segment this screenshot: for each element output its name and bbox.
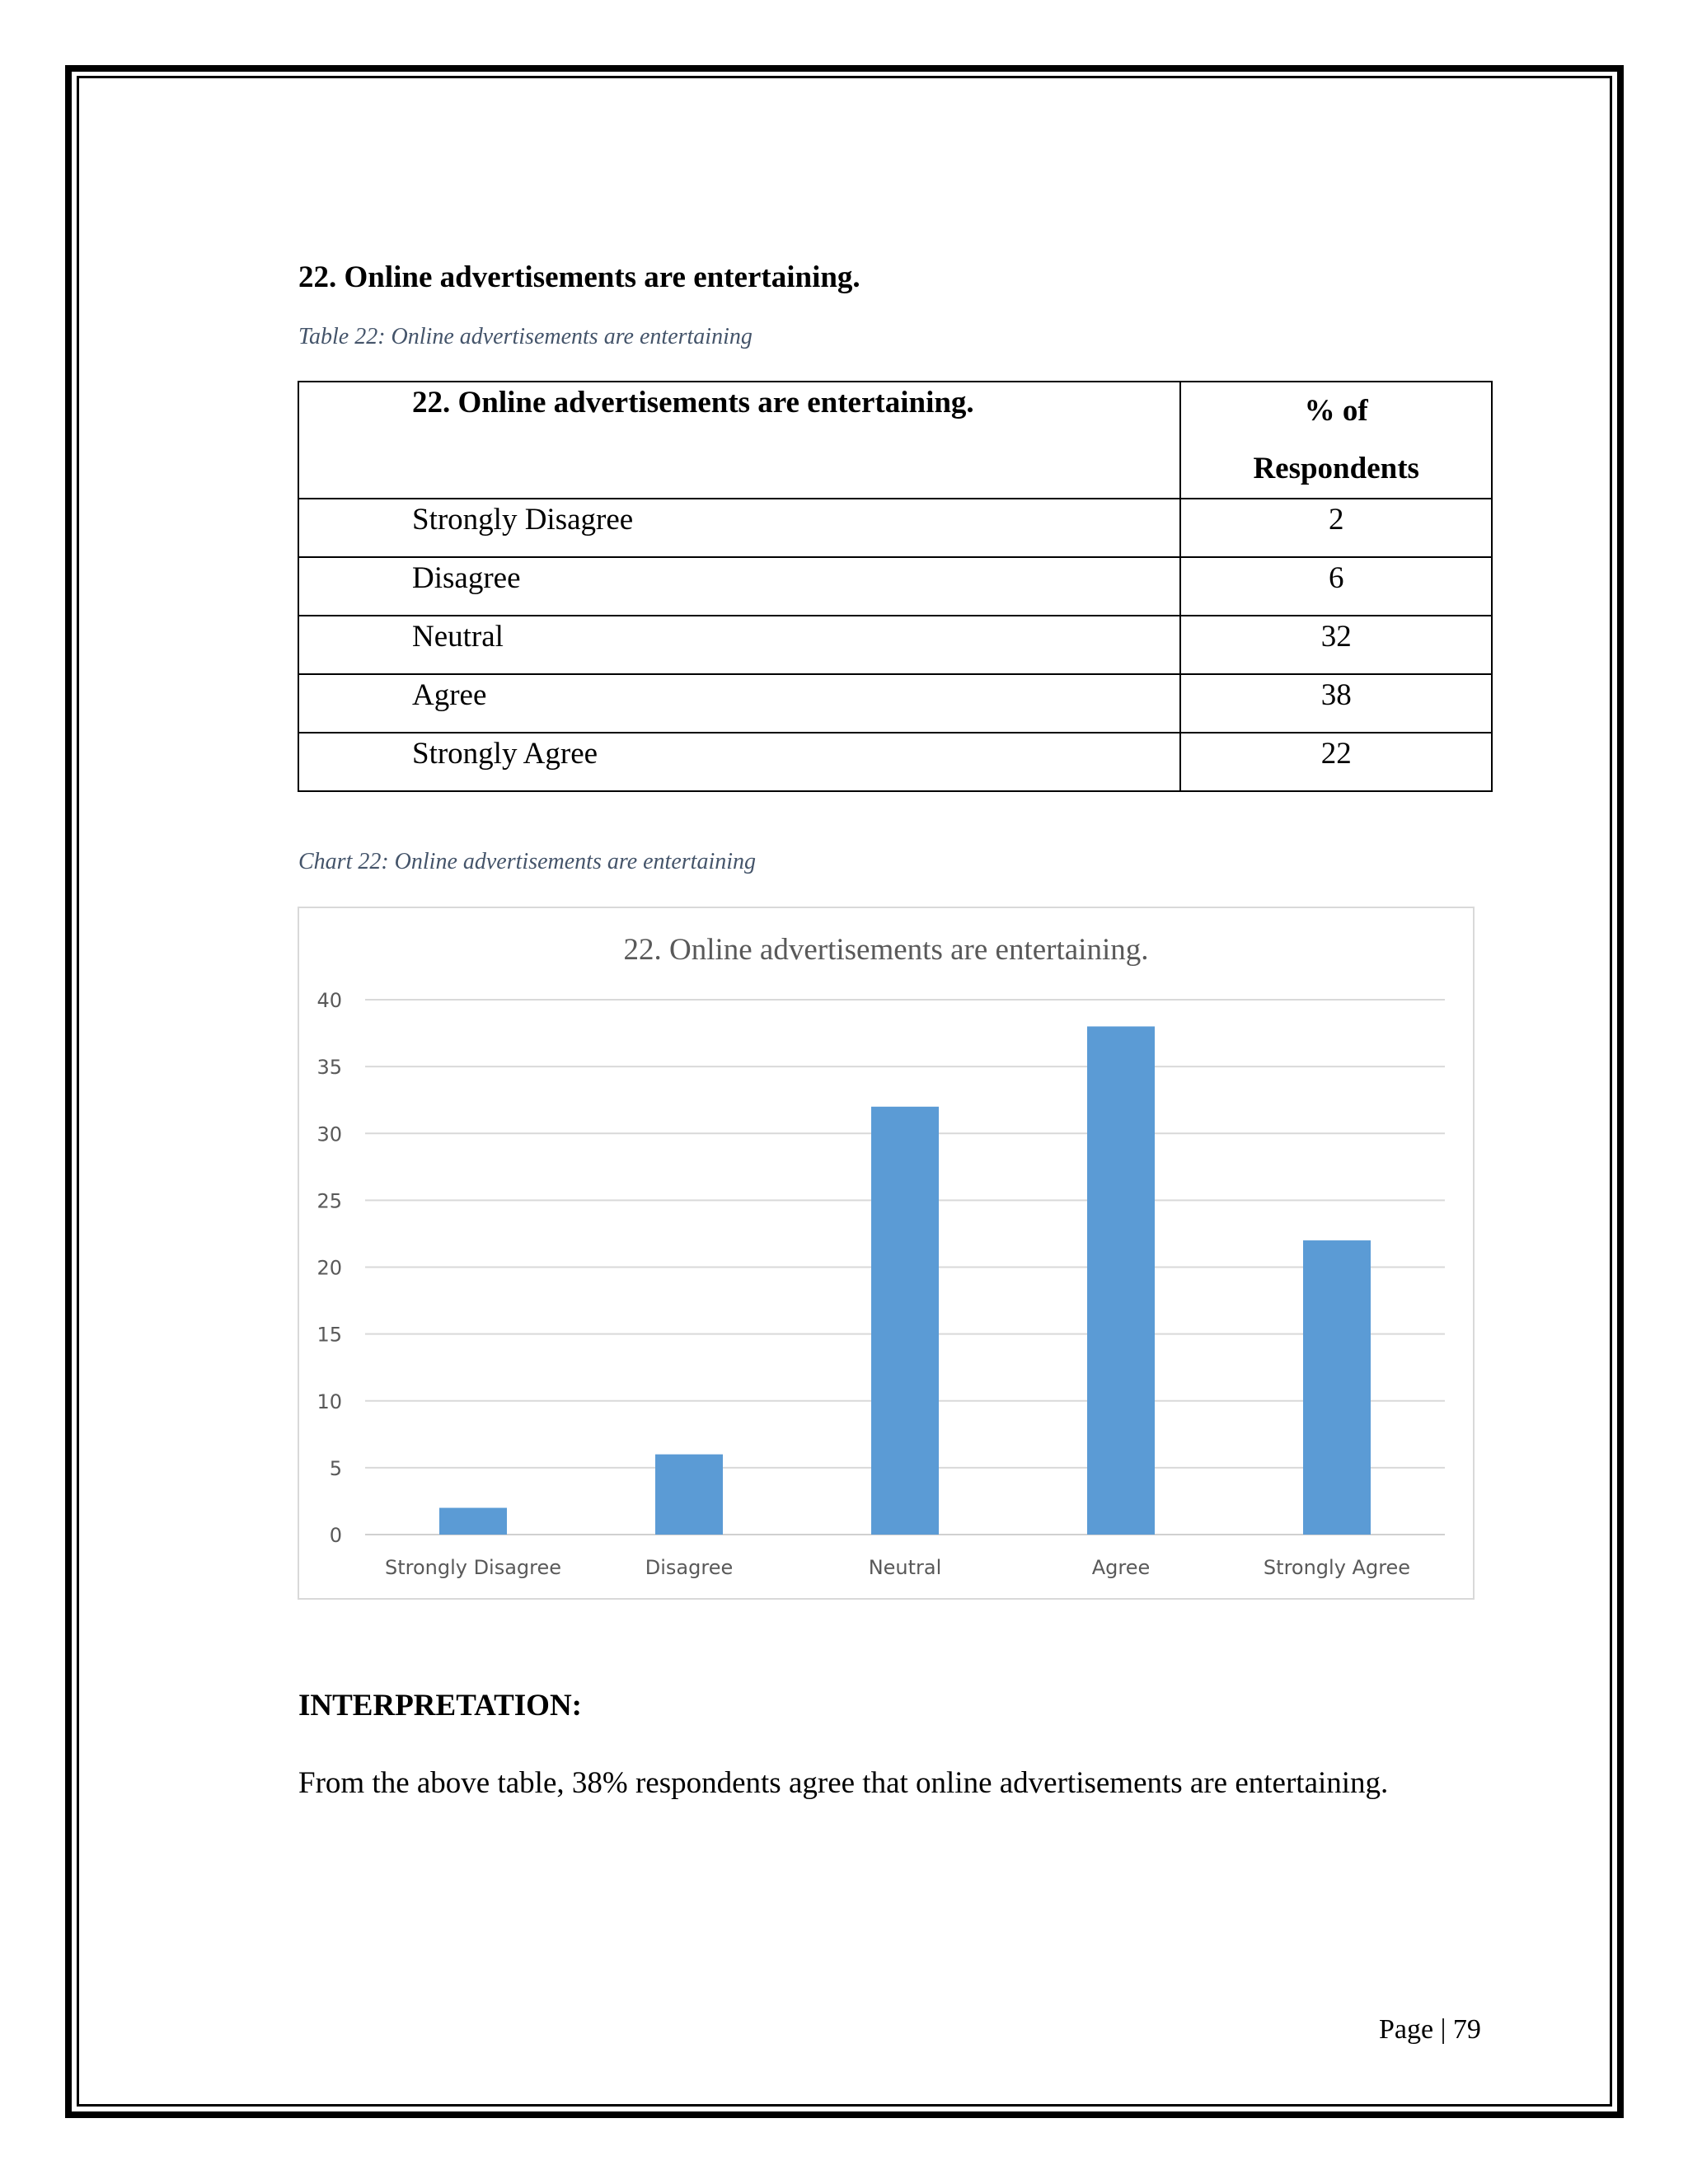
row-value: 6 [1180, 557, 1492, 616]
table-header-value-line2: Respondents [1253, 452, 1419, 485]
x-tick-label: Neutral [868, 1556, 942, 1579]
interpretation-heading: INTERPRETATION: [298, 1689, 583, 1722]
bar-strongly-agree [1303, 1240, 1371, 1535]
y-tick-label: 35 [316, 1056, 342, 1080]
row-label: Disagree [298, 557, 1180, 616]
row-label: Neutral [298, 616, 1180, 674]
y-tick-label: 10 [316, 1390, 342, 1413]
table-row [298, 616, 1492, 674]
bar-agree [1087, 1026, 1155, 1535]
bar-neutral [871, 1107, 939, 1535]
section-heading: 22. Online advertisements are entertaining. [298, 260, 860, 294]
interpretation-text: From the above table, 38% respondents agree that online advertisements are entertaining. [298, 1766, 1389, 1800]
chart-title: 22. Online advertisements are entertaining. [623, 933, 1149, 967]
x-tick-label: Disagree [645, 1556, 734, 1579]
row-label: Strongly Disagree [298, 499, 1180, 557]
chart-caption: Chart 22: Online advertisements are entertaining [298, 849, 756, 874]
y-tick-label: 20 [316, 1256, 342, 1280]
row-value: 22 [1180, 733, 1492, 791]
y-tick-label: 15 [316, 1323, 342, 1347]
y-axis-ticks [316, 989, 342, 1547]
table-row [298, 557, 1492, 616]
row-value: 2 [1180, 499, 1492, 557]
x-tick-label: Strongly Disagree [384, 1556, 562, 1579]
table-row [298, 499, 1492, 557]
table-header-value [1180, 382, 1492, 499]
chart-bars [439, 1026, 1371, 1535]
table-header-row [298, 382, 1492, 499]
chart-container [298, 907, 1475, 1600]
table-header-value-line1: % of [1304, 394, 1368, 428]
y-tick-label: 30 [316, 1122, 342, 1146]
row-value: 38 [1180, 674, 1492, 733]
row-label: Agree [298, 674, 1180, 733]
table-header-label: 22. Online advertisements are entertaining. [298, 382, 1180, 499]
bar-strongly-disagree [439, 1508, 507, 1535]
bar-chart [299, 908, 1473, 1598]
y-tick-label: 0 [329, 1524, 342, 1547]
bar-disagree [655, 1455, 723, 1535]
row-value: 32 [1180, 616, 1492, 674]
x-axis-ticks [385, 1556, 1410, 1579]
x-tick-label: Strongly Agree [1263, 1556, 1411, 1579]
table-row [298, 733, 1492, 791]
y-tick-label: 5 [329, 1456, 342, 1480]
table-row [298, 674, 1492, 733]
table-caption: Table 22: Online advertisements are entertaining [298, 324, 753, 349]
x-tick-label: Agree [1091, 1556, 1151, 1579]
responses-table [298, 381, 1493, 792]
row-label: Strongly Agree [298, 733, 1180, 791]
page-number: Page | 79 [1379, 2014, 1481, 2045]
y-tick-label: 25 [316, 1189, 342, 1213]
y-tick-label: 40 [316, 989, 342, 1012]
